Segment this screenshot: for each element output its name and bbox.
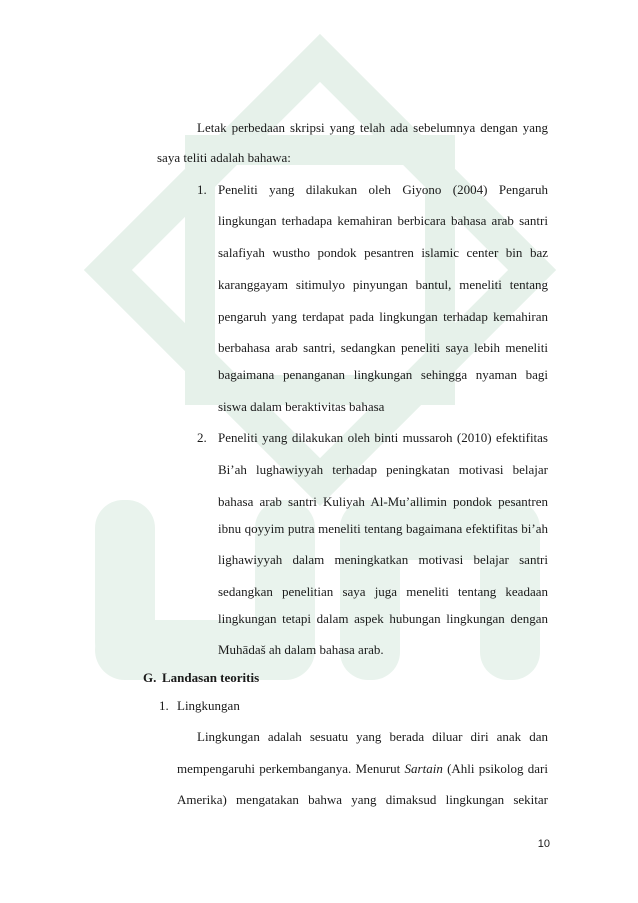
paragraph-line-2-text: mempengaruhi perkembanganya. Menurut — [177, 761, 405, 776]
list-item-2-line-7: lingkungan tetapi dalam aspek hubungan lingkungan dengan — [218, 611, 548, 626]
paragraph-line-1: Lingkungan adalah sesuatu yang berada diluar diri anak dan — [197, 729, 548, 744]
list-item-2-line-8: Muhādaš ah dalam bahasa arab. — [218, 642, 384, 657]
section-label: G. — [143, 670, 157, 685]
paragraph-line-3: Amerika) mengatakan bahwa yang dimaksud lingkungan sekitar — [177, 792, 548, 807]
paragraph-line-2-italic: Sartain — [404, 761, 443, 776]
list-item-1-line-2: lingkungan terhadapa kemahiran berbicara bahasa arab santri — [218, 213, 548, 228]
list-item-2-line-3: bahasa arab santri Kuliyah Al-Mu’allimin pondok pesantren — [218, 494, 548, 509]
list-item-1-line-5: pengaruh yang terdapat pada lingkungan terhadap kemahiran — [218, 309, 548, 324]
list-item-2-line-2: Bi’ah lughawiyyah terhadap peningkatan motivasi belajar — [218, 462, 548, 477]
list-item-2-line-4: ibnu qoyyim putra meneliti tentang bagaimana efektifitas bi’ah — [218, 521, 548, 536]
list-item-1-line-6: berbahasa arab santri, sedangkan peneliti saya lebih meneliti — [218, 340, 548, 355]
intro-line-2: saya teliti adalah bahawa: — [157, 150, 291, 165]
list-item-2-line-5: lighawiyyah dalam meningkatkan motivasi belajar santri — [218, 552, 548, 567]
list-item-1-line-3: salafiyah wustho pondok pesantren islamic center bin baz — [218, 245, 548, 260]
list-item-2-number: 2. — [197, 430, 207, 445]
intro-line-1: Letak perbedaan skripsi yang telah ada sebelumnya dengan yang — [197, 120, 548, 135]
section-title: Landasan teoritis — [162, 670, 260, 685]
list-item-1-line-7: bagaimana penanganan lingkungan sehingga nyaman bagi — [218, 367, 548, 382]
list-item-2-line-1: Peneliti yang dilakukan oleh binti mussaroh (2010) efektifitas — [218, 430, 548, 445]
paragraph-line-2-end: (Ahli psikolog dari — [442, 761, 548, 776]
list-item-1-line-8: siswa dalam beraktivitas bahasa — [218, 399, 385, 414]
subsection-title: Lingkungan — [177, 698, 240, 713]
subsection-number: 1. — [159, 698, 169, 713]
list-item-1-line-1: Peneliti yang dilakukan oleh Giyono (2004) Pengaruh — [218, 182, 548, 197]
list-item-1-line-4: karanggayam sitimulyo pinyungan bantul, meneliti tentang — [218, 277, 548, 292]
page-number: 10 — [537, 838, 550, 850]
list-item-1-number: 1. — [197, 182, 207, 197]
list-item-2-line-6: sedangkan penelitian saya juga meneliti tentang keadaan — [218, 584, 548, 599]
paragraph-line-2 — [177, 761, 548, 777]
